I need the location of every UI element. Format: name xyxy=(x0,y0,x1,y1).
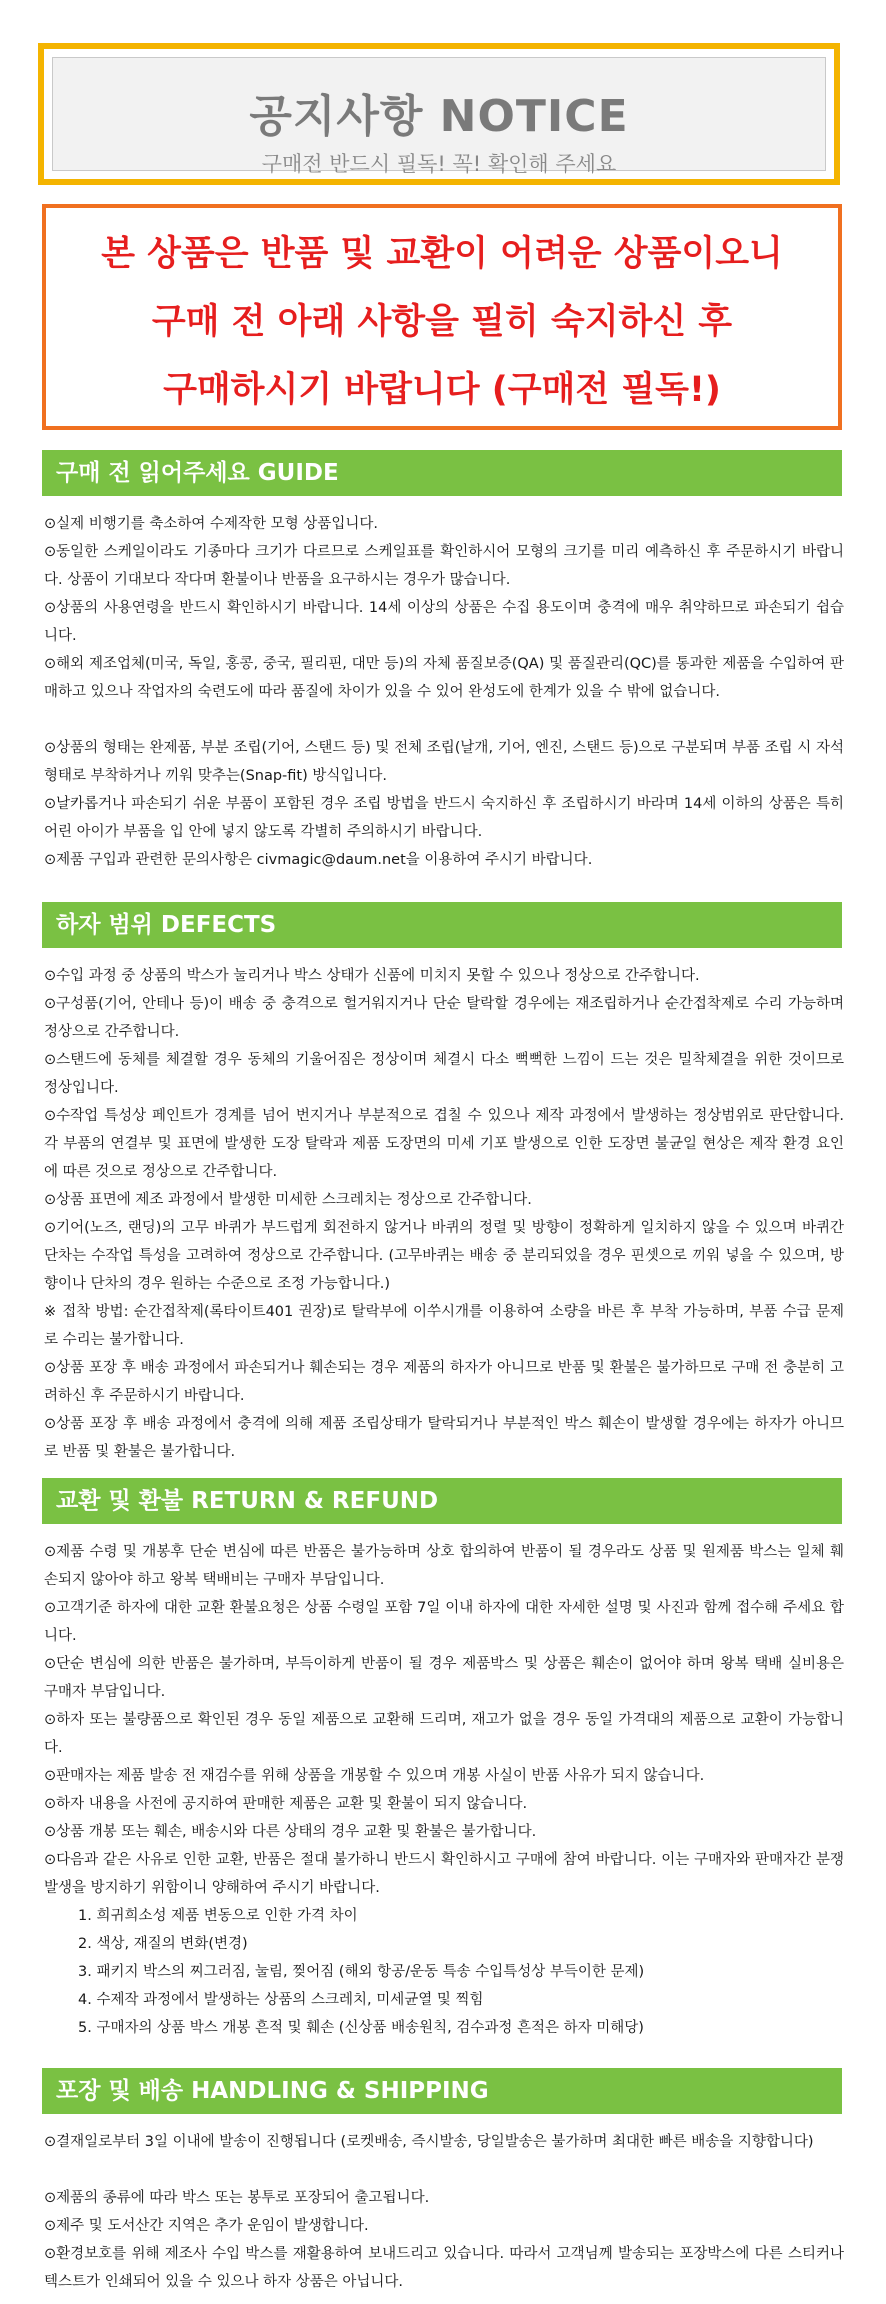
refund-item: ⊙다음과 같은 사유로 인한 교환, 반품은 절대 불가하니 반드시 확인하시고 구매에 참여 바랍니다. 이는 구매자와 판매자간 분쟁 발생을 방지하기 위함이니 양해하여 주시기 바랍니다. xyxy=(44,1852,844,1896)
warning-line-3: 구매하시기 바랍니다 (구매전 필독!) xyxy=(163,370,721,410)
guide-item: ⊙동일한 스케일이라도 기종마다 크기가 다르므로 스케일표를 확인하시어 모형의 크기를 미리 예측하신 후 주문하시기 바랍니다. 상품이 기대보다 작다며 환불이나 반품을 요구하시는 경우가 많습니다. xyxy=(44,544,844,588)
guide-item: ⊙해외 제조업체(미국, 독일, 홍콩, 중국, 필리핀, 대만 등)의 자체 품질보증(QA) 및 품질관리(QC)를 통과한 제품을 수입하여 판매하고 있으나 작업자의 숙련도에 따라 품질에 차이가 있을 수 있어 완성도에 한계가 있을 수 밖에 없습니다. xyxy=(44,656,844,700)
shipping-item: ⊙제주 및 도서산간 지역은 추가 운임이 발생합니다. xyxy=(44,2218,369,2234)
refund-item: ⊙하자 내용을 사전에 공지하여 판매한 제품은 교환 및 환불이 되지 않습니다. xyxy=(44,1796,528,1812)
guide-item: ⊙제품 구입과 관련한 문의사항은 civmagic@daum.net을 이용하여 주시기 바랍니다. xyxy=(44,852,593,868)
defects-note: ※ 접착 방법: 순간접착제(록타이트401 권장)로 탈락부에 이쑤시개를 이용하여 소량을 바른 후 부착 가능하며, 부품 수급 문제로 수리는 불가합니다. xyxy=(44,1304,844,1348)
shipping-item: ⊙결재일로부터 3일 이내에 발송이 진행됩니다 (로켓배송, 즉시발송, 당일발송은 불가하며 최대한 빠른 배송을 지향합니다) xyxy=(44,2134,814,2150)
refund-item: ⊙판매자는 제품 발송 전 재검수를 위해 상품을 개봉할 수 있으며 개봉 사실이 반품 사유가 되지 않습니다. xyxy=(44,1768,705,1784)
guide-item: ⊙날카롭거나 파손되기 쉬운 부품이 포함된 경우 조립 방법을 반드시 숙지하신 후 조립하시기 바라며 14세 이하의 상품은 특히 어린 아이가 부품을 입 안에 넣지 않도록 각별히 주의하시기 바랍니다. xyxy=(44,796,844,840)
refund-item: ⊙상품 개봉 또는 훼손, 배송시와 다른 상태의 경우 교환 및 환불은 불가합니다. xyxy=(44,1824,537,1840)
refund-list-item: 2. 색상, 재질의 변화(변경) xyxy=(78,1936,248,1952)
refund-item: ⊙제품 수령 및 개봉후 단순 변심에 따른 반품은 불가능하며 상호 합의하여 반품이 될 경우라도 상품 및 원제품 박스는 일체 훼손되지 않아야 하고 왕복 택배비는 구매자 부담입니다. xyxy=(44,1544,844,1588)
warning-line-2: 구매 전 아래 사항을 필히 숙지하신 후 xyxy=(151,302,733,342)
warning-box xyxy=(42,204,842,430)
defects-item: ⊙수작업 특성상 페인트가 경계를 넘어 번지거나 부분적으로 겹칠 수 있으나 제작 과정에서 발생하는 정상범위로 판단합니다. 각 부품의 연결부 및 표면에 발생한 도장 탈락과 제품 도장면의 미세 기포 발생으로 인한 도장면 불균일 현상은 제작 환경 요인에 따른 것으로 정상으로 간주합니다. xyxy=(44,1108,844,1180)
defects-item: ⊙상품 표면에 제조 과정에서 발생한 미세한 스크레치는 정상으로 간주합니다. xyxy=(44,1192,532,1208)
refund-list-item: 3. 패키지 박스의 찌그러짐, 눌림, 찢어짐 (해외 항공/운동 특송 수입특성상 부득이한 문제) xyxy=(78,1964,645,1980)
guide-heading: 구매 전 읽어주세요 GUIDE xyxy=(42,450,842,496)
shipping-heading: 포장 및 배송 HANDLING & SHIPPING xyxy=(42,2068,842,2114)
notice-subtitle: 구매전 반드시 필독! 꼭! 확인해 주세요 xyxy=(261,152,617,176)
refund-list-item: 1. 희귀희소성 제품 변동으로 인한 가격 차이 xyxy=(78,1908,358,1924)
defects-heading: 하자 범위 DEFECTS xyxy=(42,902,842,948)
refund-item: ⊙하자 또는 불량품으로 확인된 경우 동일 제품으로 교환해 드리며, 재고가 없을 경우 동일 가격대의 제품으로 교환이 가능합니다. xyxy=(44,1712,844,1756)
defects-item: ⊙상품 포장 후 배송 과정에서 파손되거나 훼손되는 경우 제품의 하자가 아니므로 반품 및 환불은 불가하므로 구매 전 충분히 고려하신 후 주문하시기 바랍니다. xyxy=(44,1360,844,1404)
defects-item: ⊙기어(노즈, 랜딩)의 고무 바퀴가 부드럽게 회전하지 않거나 바퀴의 정렬 및 방향이 정확하게 일치하지 않을 수 있으며 바퀴간 단차는 수작업 특성을 고려하여 정상으로 간주합니다. (고무바퀴는 배송 중 분리되었을 경우 핀셋으로 끼워 넣을 수 있으며, 방향이나 단차의 경우 원하는 수준으로 조정 가능합니다.) xyxy=(44,1220,844,1292)
warning-line-1: 본 상품은 반품 및 교환이 어려운 상품이오니 xyxy=(101,234,783,274)
defects-item: ⊙스탠드에 동체를 체결할 경우 동체의 기울어짐은 정상이며 체결시 다소 뻑뻑한 느낌이 드는 것은 밀착체결을 위한 것이므로 정상입니다. xyxy=(44,1052,844,1096)
refund-heading: 교환 및 환불 RETURN & REFUND xyxy=(42,1478,842,1524)
refund-list-item: 4. 수제작 과정에서 발생하는 상품의 스크레치, 미세균열 및 찍힘 xyxy=(78,1992,484,2008)
notice-inner-panel xyxy=(52,57,826,176)
notice-title: 공지사항 NOTICE xyxy=(249,91,629,142)
shipping-item: ⊙제품의 종류에 따라 박스 또는 봉투로 포장되어 출고됩니다. xyxy=(44,2190,430,2206)
refund-item: ⊙고객기준 하자에 대한 교환 환불요청은 상품 수령일 포함 7일 이내 하자에 대한 자세한 설명 및 사진과 함께 접수해 주세요 합니다. xyxy=(44,1600,844,1644)
notice-box xyxy=(38,43,840,185)
defects-item: ⊙상품 포장 후 배송 과정에서 충격에 의해 제품 조립상태가 탈락되거나 부분적인 박스 훼손이 발생할 경우에는 하자가 아니므로 반품 및 환불은 불가합니다. xyxy=(44,1416,844,1460)
defects-item: ⊙구성품(기어, 안테나 등)이 배송 중 충격으로 헐거워지거나 단순 탈락할 경우에는 재조립하거나 순간접착제로 수리 가능하며 정상으로 간주합니다. xyxy=(44,996,844,1040)
guide-item: ⊙상품의 사용연령을 반드시 확인하시기 바랍니다. 14세 이상의 상품은 수집 용도이며 충격에 매우 취약하므로 파손되기 쉽습니다. xyxy=(44,600,844,644)
guide-item: ⊙상품의 형태는 완제품, 부분 조립(기어, 스탠드 등) 및 전체 조립(날개, 기어, 엔진, 스탠드 등)으로 구분되며 부품 조립 시 자석 형태로 부착하거나 끼워 맞추는(Snap-fit) 방식입니다. xyxy=(44,740,844,784)
refund-list-item: 5. 구매자의 상품 박스 개봉 흔적 및 훼손 (신상품 배송원칙, 검수과정 흔적은 하자 미해당) xyxy=(78,2020,644,2036)
defects-item: ⊙수입 과정 중 상품의 박스가 눌리거나 박스 상태가 신품에 미치지 못할 수 있으나 정상으로 간주합니다. xyxy=(44,968,700,984)
refund-item: ⊙단순 변심에 의한 반품은 불가하며, 부득이하게 반품이 될 경우 제품박스 및 상품은 훼손이 없어야 하며 왕복 택배 실비용은 구매자 부담입니다. xyxy=(44,1656,844,1700)
guide-item: ⊙실제 비행기를 축소하여 수제작한 모형 상품입니다. xyxy=(44,516,378,532)
shipping-item: ⊙환경보호를 위해 제조사 수입 박스를 재활용하여 보내드리고 있습니다. 따라서 고객님께 발송되는 포장박스에 다른 스티커나 텍스트가 인쇄되어 있을 수 있으나 하자 상품은 아닙니다. xyxy=(44,2246,844,2290)
